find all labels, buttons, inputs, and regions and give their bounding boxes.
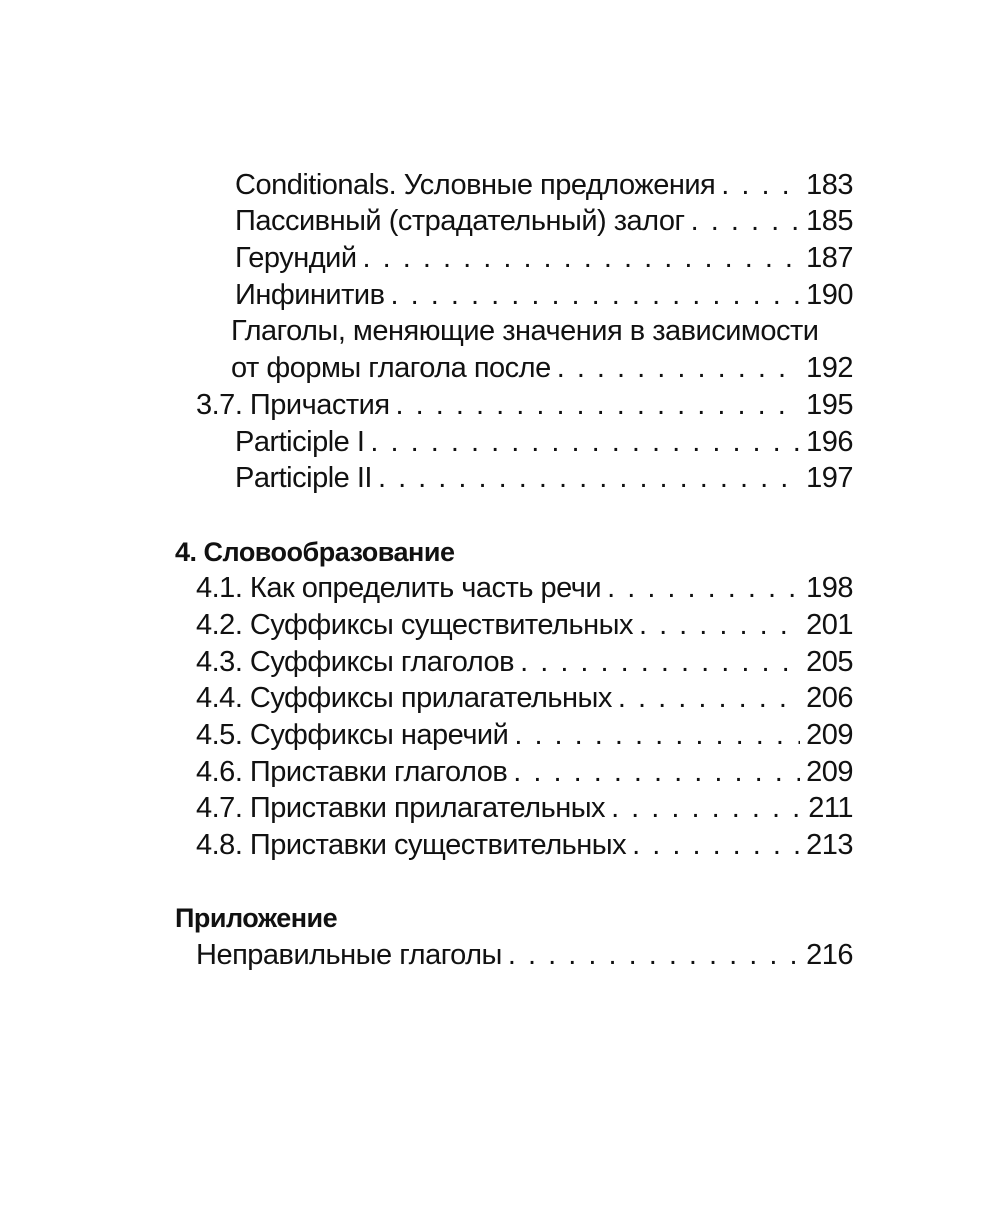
toc-entry-page: 196	[806, 426, 853, 458]
toc-entry-title: Герундий	[235, 242, 357, 274]
toc-entry[interactable]	[196, 607, 853, 643]
toc-leader-dots	[513, 754, 800, 790]
toc-entry-page: 195	[806, 389, 853, 421]
toc-leader-dots	[391, 277, 801, 313]
toc-entry[interactable]	[196, 754, 853, 790]
toc-entry[interactable]	[235, 203, 853, 239]
toc-entry-page: 211	[808, 792, 853, 824]
toc-entry-title: Пассивный (страдательный) залог	[235, 205, 685, 237]
toc-entry-title: Participle I	[235, 426, 365, 458]
toc-leader-dots	[691, 203, 801, 239]
toc-leader-dots	[607, 570, 800, 606]
toc-entry-title: 4.6. Приставки глаголов	[196, 756, 508, 788]
toc-entry-title: 4.7. Приставки прилагательных	[196, 792, 606, 824]
toc-entry-title: Неправильные глаголы	[196, 939, 502, 971]
section-heading[interactable]: Приложение	[175, 903, 338, 933]
toc-entry[interactable]	[235, 460, 853, 496]
toc-entry-page: 185	[806, 205, 853, 237]
toc-entry-page: 209	[806, 719, 853, 751]
toc-entry-title-line1[interactable]: Глаголы, меняющие значения в зависимости	[231, 315, 819, 347]
toc-leader-dots	[396, 387, 801, 423]
toc-entry-page: 197	[806, 462, 853, 494]
toc-entry[interactable]	[196, 387, 853, 423]
toc-entry-page: 198	[806, 572, 853, 604]
toc-leader-dots	[557, 350, 800, 386]
toc-entry[interactable]	[196, 717, 853, 753]
toc-entry[interactable]	[196, 570, 853, 606]
toc-leader-dots	[520, 644, 800, 680]
toc-leader-dots	[370, 424, 800, 460]
toc-leader-dots	[721, 167, 800, 203]
toc-entry-page: 201	[806, 609, 853, 641]
toc-entry[interactable]	[196, 790, 853, 826]
toc-leader-dots	[632, 827, 800, 863]
toc-entry-title: 4.4. Суффиксы прилагательных	[196, 682, 612, 714]
toc-entry-title: 4.5. Суффиксы наречий	[196, 719, 509, 751]
toc-entry[interactable]	[231, 350, 853, 386]
toc-entry-title: Participle II	[235, 462, 372, 494]
toc-entry[interactable]	[235, 277, 853, 313]
toc-entry-page: 216	[806, 939, 853, 971]
toc-entry-title: 4.2. Суффиксы существительных	[196, 609, 633, 641]
toc-entry-title: 4.1. Как определить часть речи	[196, 572, 602, 604]
toc-leader-dots	[639, 607, 800, 643]
section-heading[interactable]: 4. Словообразование	[175, 537, 455, 567]
toc-entry-title: 3.7. Причастия	[196, 389, 390, 421]
toc-entry-page: 190	[806, 279, 853, 311]
toc-entry-page: 206	[806, 682, 853, 714]
toc-entry-title: 4.3. Суффиксы глаголов	[196, 646, 515, 678]
toc-leader-dots	[611, 790, 802, 826]
toc-entry[interactable]	[235, 424, 853, 460]
toc-entry-page: 183	[806, 169, 853, 201]
toc-leader-dots	[363, 240, 801, 276]
toc-entry[interactable]	[196, 937, 853, 973]
toc-entry[interactable]	[235, 240, 853, 276]
toc-entry[interactable]	[196, 644, 853, 680]
toc-entry-title: Инфинитив	[235, 279, 385, 311]
toc-entry-page: 213	[806, 829, 853, 861]
toc-entry-title: 4.8. Приставки существительных	[196, 829, 627, 861]
toc-entry[interactable]	[196, 827, 853, 863]
toc-leader-dots	[508, 937, 800, 973]
toc-entry-title: Conditionals. Условные предложения	[235, 169, 716, 201]
toc-leader-dots	[618, 680, 800, 716]
toc-leader-dots	[378, 460, 800, 496]
toc-leader-dots	[514, 717, 800, 753]
toc-entry[interactable]	[235, 167, 853, 203]
toc-entry-title: от формы глагола после	[231, 352, 551, 384]
toc-entry-page: 205	[806, 646, 853, 678]
toc-entry[interactable]	[196, 680, 853, 716]
toc-entry-page: 209	[806, 756, 853, 788]
toc-entry-page: 192	[806, 352, 853, 384]
toc-entry-page: 187	[806, 242, 853, 274]
